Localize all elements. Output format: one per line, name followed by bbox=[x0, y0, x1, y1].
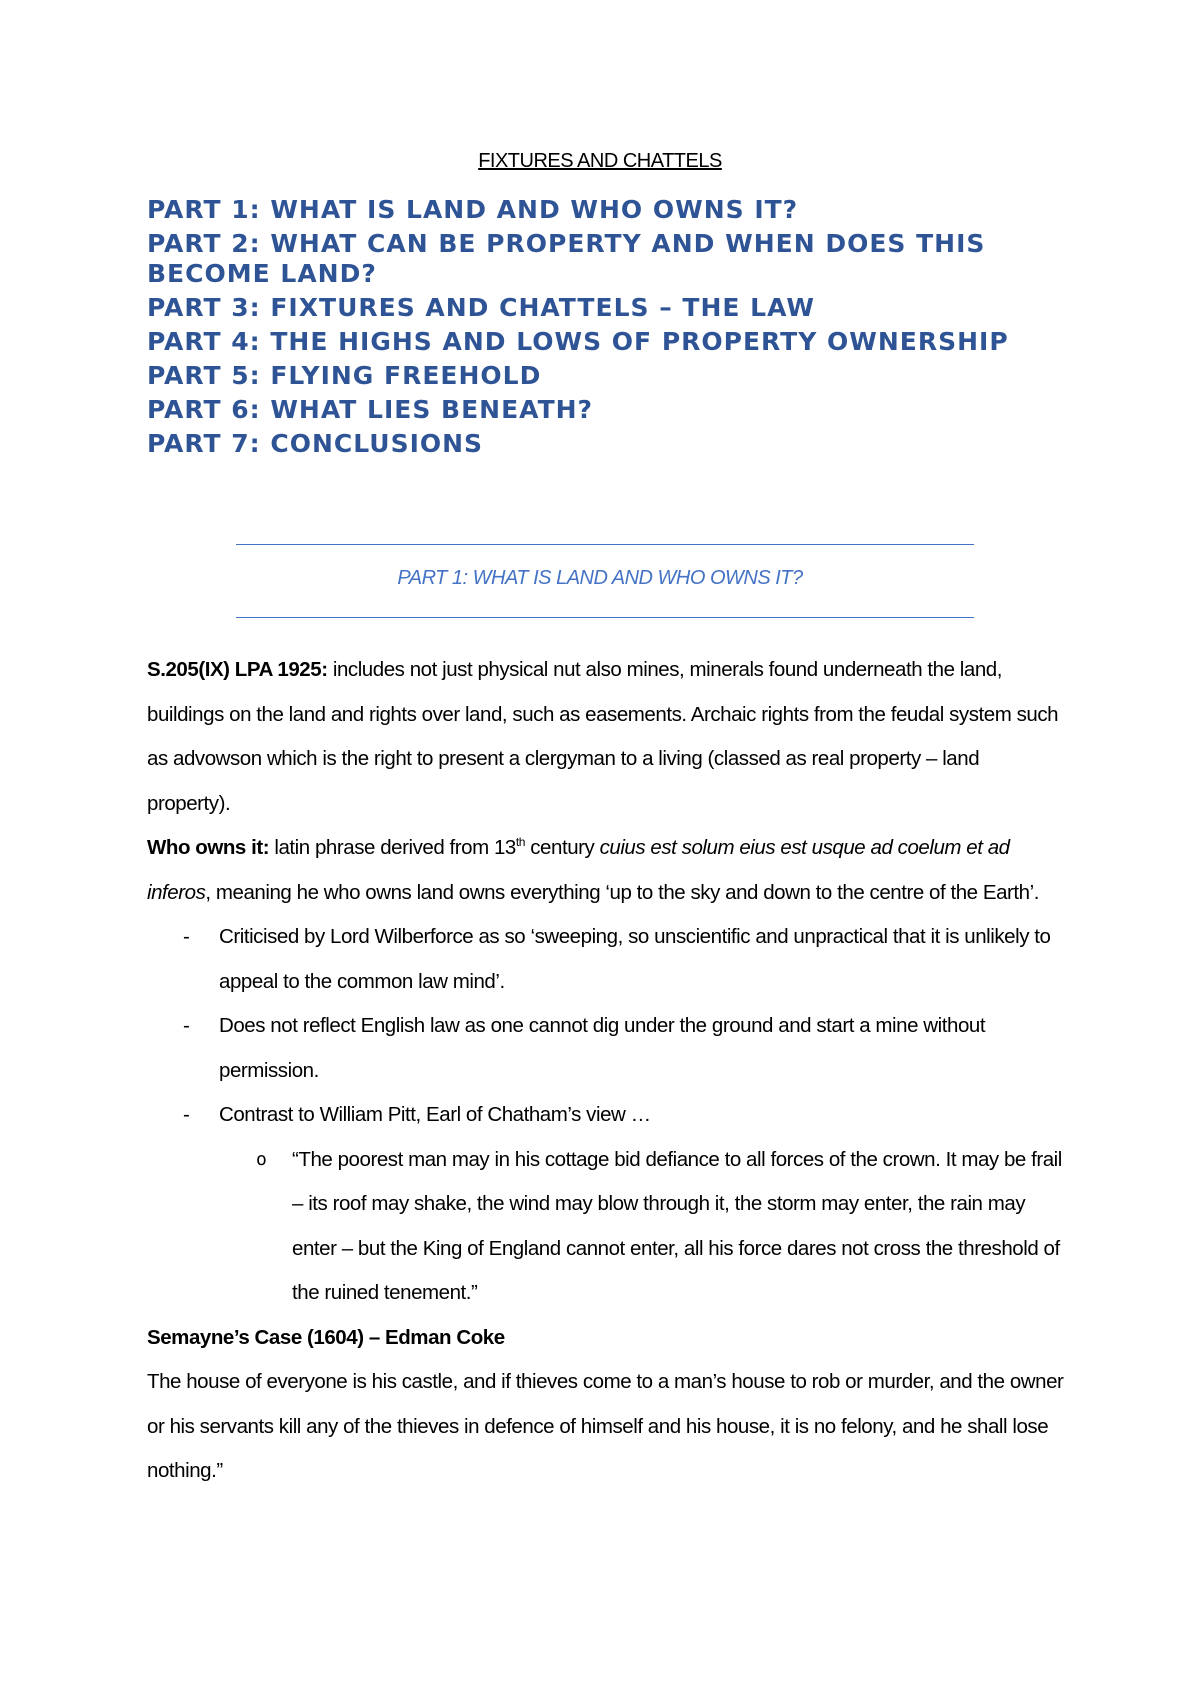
document-title: FIXTURES AND CHATTELS bbox=[478, 150, 722, 172]
list-item-text: Does not reflect English law as one cannot dig under the ground and start a mine without permission. bbox=[219, 1014, 986, 1082]
dash-bullet-icon: - bbox=[183, 1014, 190, 1037]
ownership-paragraph bbox=[147, 826, 1067, 915]
toc-item-part-1[interactable]: PART 1: WHAT IS LAND AND WHO OWNS IT? bbox=[147, 195, 799, 224]
quote-item bbox=[256, 1138, 1067, 1316]
toc-item-part-6[interactable]: PART 6: WHAT LIES BENEATH? bbox=[147, 395, 594, 424]
list-item-text: Contrast to William Pitt, Earl of Chatham’s view … bbox=[219, 1103, 651, 1126]
latin-phrase: cuius est solum eius est usque ad coelum et ad inferos bbox=[147, 836, 1010, 904]
quote-text: “The poorest man may in his cottage bid defiance to all forces of the crown. It may be frail – its roof may shake, the wind may blow through it, the storm may enter, the rain may enter – but the King of England cannot enter, all his force dares not cross the threshold of the ruined tenement.” bbox=[292, 1147, 1062, 1304]
criticism-list bbox=[147, 915, 1067, 1316]
case-title-text: Semayne’s Case (1604) – Edman Coke bbox=[147, 1325, 505, 1349]
circle-bullet-icon: o bbox=[256, 1148, 267, 1170]
dash-bullet-icon: - bbox=[183, 1103, 190, 1126]
ownership-superscript: th bbox=[515, 835, 525, 850]
definition-paragraph bbox=[147, 648, 1067, 826]
toc-item-part-4[interactable]: PART 4: THE HIGHS AND LOWS OF PROPERTY OWNERSHIP bbox=[147, 327, 1009, 356]
list-item bbox=[183, 1093, 1067, 1316]
case-text: The house of everyone is his castle, and if thieves come to a man’s house to rob or murder, and the owner or his servants kill any of the thieves in defence of himself and his house, it is no felony, and he shall lose nothing.” bbox=[147, 1370, 1064, 1482]
toc-item-part-7[interactable]: PART 7: CONCLUSIONS bbox=[147, 429, 484, 458]
definition-label: S.205(IX) LPA 1925: bbox=[147, 658, 328, 681]
ownership-text-c: , meaning he who owns land owns everything ‘up to the sky and down to the centre of the Earth’. bbox=[205, 880, 1039, 904]
ownership-label: Who owns it: bbox=[147, 836, 270, 859]
dash-bullet-icon: - bbox=[183, 925, 190, 948]
section-heading-part-1: PART 1: WHAT IS LAND AND WHO OWNS IT? bbox=[397, 567, 803, 589]
list-item-text: Criticised by Lord Wilberforce as so ‘sweeping, so unscientific and unpractical that it is unlikely to appeal to the common law mind’. bbox=[219, 925, 1051, 993]
toc-item-part-2[interactable]: PART 2: WHAT CAN BE PROPERTY AND WHEN DOES THIS BECOME LAND? bbox=[147, 229, 986, 288]
toc-item-part-3[interactable]: PART 3: FIXTURES AND CHATTELS – THE LAW bbox=[147, 293, 815, 322]
table-of-contents bbox=[147, 195, 1047, 463]
section-divider-top bbox=[236, 544, 974, 545]
case-title bbox=[147, 1316, 1067, 1361]
ownership-text-b: century bbox=[525, 836, 600, 859]
ownership-text-a: latin phrase derived from 13 bbox=[269, 836, 516, 859]
definition-text: includes not just physical nut also mines, minerals found underneath the land, buildings on the land and rights over land, such as easements. Archaic rights from the feudal system such as advowson which is the right to present a clergyman to a living (classed as real property – land property). bbox=[147, 658, 1059, 815]
quote-list bbox=[219, 1138, 1067, 1316]
list-item bbox=[183, 1004, 1067, 1093]
section-divider-bottom bbox=[236, 617, 974, 618]
section-body bbox=[147, 648, 1067, 1494]
toc-item-part-5[interactable]: PART 5: FLYING FREEHOLD bbox=[147, 361, 542, 390]
list-item bbox=[183, 915, 1067, 1004]
